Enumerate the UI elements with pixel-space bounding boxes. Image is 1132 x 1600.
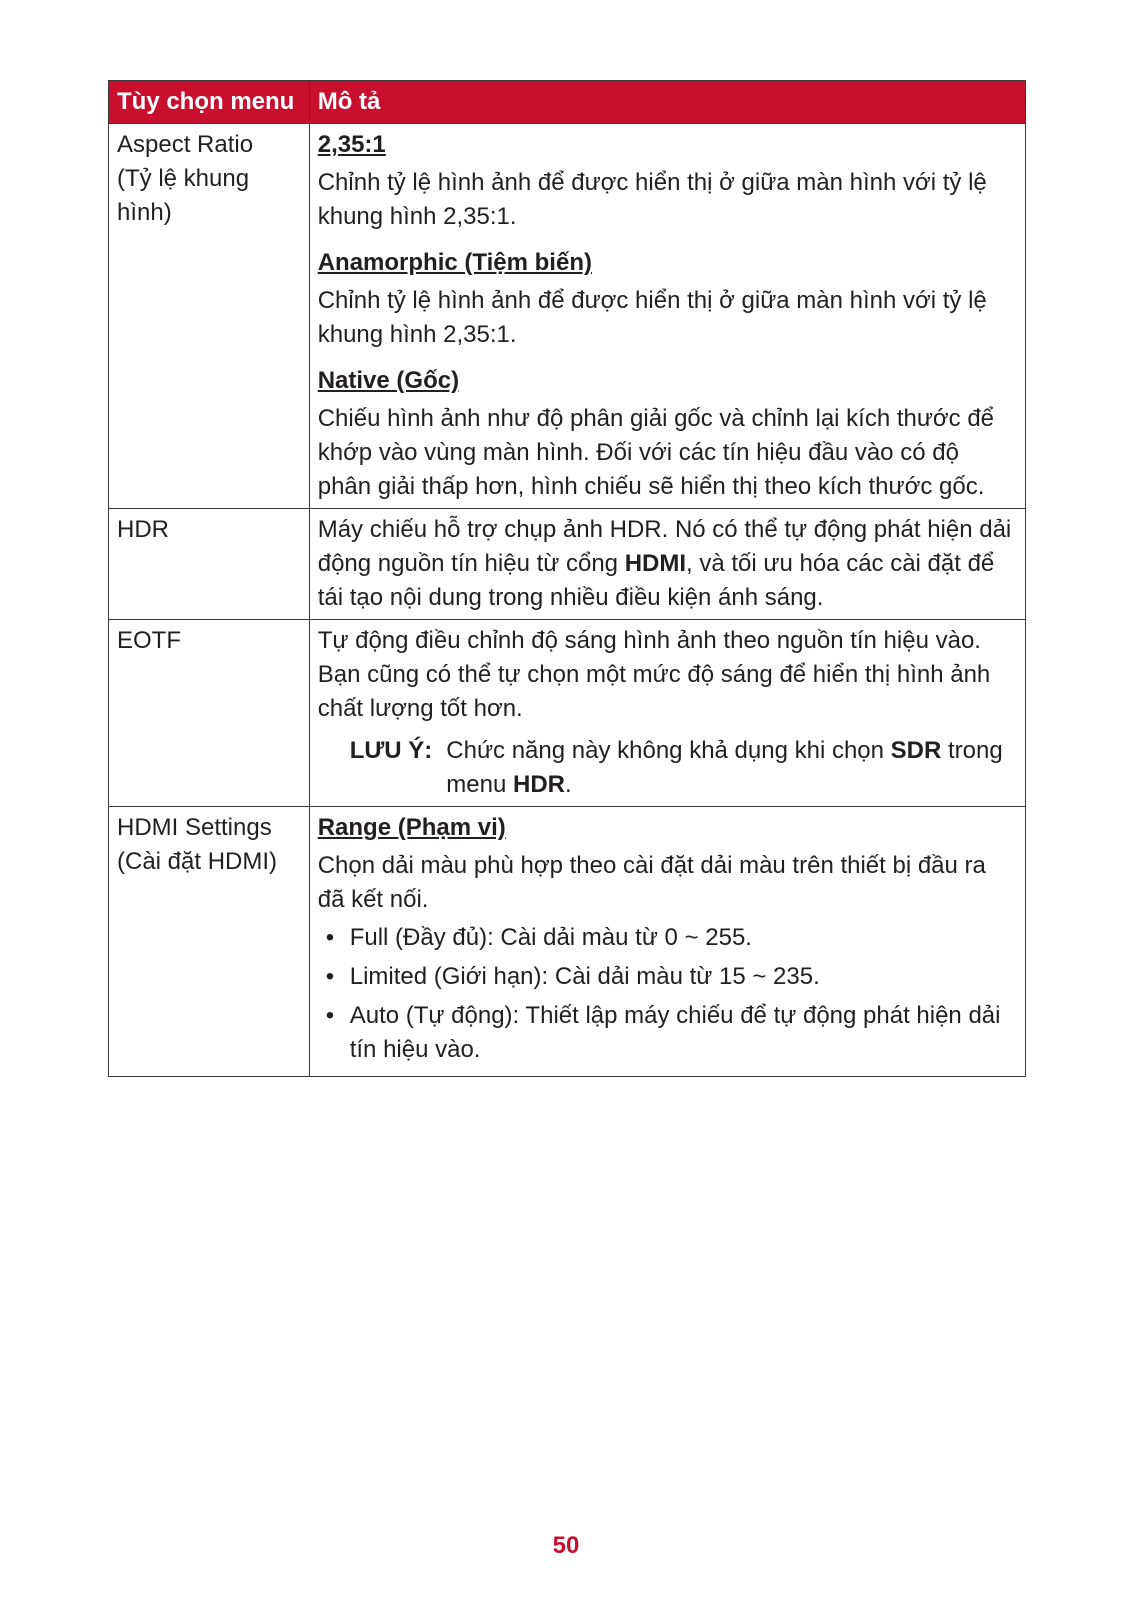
bullet-icon: • [325, 963, 335, 990]
header-description: Mô tả [309, 81, 1025, 124]
description-text: Chọn dải màu phù hợp theo cài đặt dải màu trên thiết bị đầu ra đã kết nối. [317, 852, 986, 913]
option-label: (Cài đặt HDMI) [117, 848, 278, 875]
note-label: LƯU Ý: [349, 737, 433, 764]
option-cell [109, 509, 310, 620]
option-cell [109, 124, 310, 509]
table-row [109, 807, 1026, 1077]
table-header-row [109, 81, 1026, 124]
description-cell [309, 807, 1025, 1077]
sub-option-text: Chiếu hình ảnh như độ phân giải gốc và chỉnh lại kích thước để khớp vào vùng màn hình. Đối với các tín hiệu đầu vào có độ phân giải thấp hơn, hình chiếu sẽ hiển thị theo kích thước gốc. [317, 405, 995, 500]
description-cell [309, 509, 1025, 620]
description-cell [309, 124, 1025, 509]
header-menu-option: Tùy chọn menu [109, 81, 310, 124]
description-cell [309, 620, 1025, 807]
bullet-icon: • [325, 924, 335, 951]
table-row [109, 124, 1026, 509]
menu-options-table [108, 80, 1026, 1077]
option-label: EOTF [117, 627, 181, 654]
description-text: Máy chiếu hỗ trợ chụp ảnh HDR. Nó có thể tự động phát hiện dải động nguồn tín hiệu từ cổng HDMI, và tối ưu hóa các cài đặt để tái tạo nội dung trong nhiều điều kiện ánh sáng. [317, 516, 1012, 611]
description-text: Tự động điều chỉnh độ sáng hình ảnh theo nguồn tín hiệu vào. Bạn cũng có thể tự chọn một mức độ sáng để hiển thị hình ảnh chất lượng tốt hơn. [317, 627, 991, 722]
sub-option-text: Chỉnh tỷ lệ hình ảnh để được hiển thị ở giữa màn hình với tỷ lệ khung hình 2,35:1. [317, 169, 987, 230]
option-label: HDR [117, 516, 169, 543]
note-text: Chức năng này không khả dụng khi chọn SDR trong menu HDR. [446, 737, 1003, 798]
note [350, 734, 1017, 802]
table-row [109, 509, 1026, 620]
option-cell [109, 620, 310, 807]
list-item: • Limited (Giới hạn): Cài dải màu từ 15 ~ 235. [326, 960, 1017, 994]
sub-option-title: Range (Phạm vi) [317, 814, 506, 841]
table-row [109, 620, 1026, 807]
bullet-icon: • [325, 1002, 335, 1029]
sub-option-text: Chỉnh tỷ lệ hình ảnh để được hiển thị ở giữa màn hình với tỷ lệ khung hình 2,35:1. [317, 287, 987, 348]
option-cell [109, 807, 310, 1077]
page-number: 50 [552, 1532, 580, 1559]
list-item: • Auto (Tự động): Thiết lập máy chiếu để tự động phát hiện dải tín hiệu vào. [326, 999, 1017, 1067]
list-item: • Full (Đầy đủ): Cài dải màu từ 0 ~ 255. [326, 921, 1017, 955]
sub-option-title: 2,35:1 [317, 131, 386, 158]
sub-option-title: Anamorphic (Tiệm biến) [317, 249, 592, 276]
bullet-list [326, 921, 1017, 1067]
option-label: Aspect Ratio [117, 131, 254, 158]
option-label: HDMI Settings [117, 814, 272, 841]
option-label: hình) [117, 199, 172, 226]
sub-option-title: Native (Gốc) [317, 367, 460, 394]
option-label: (Tỷ lệ khung [117, 165, 250, 192]
